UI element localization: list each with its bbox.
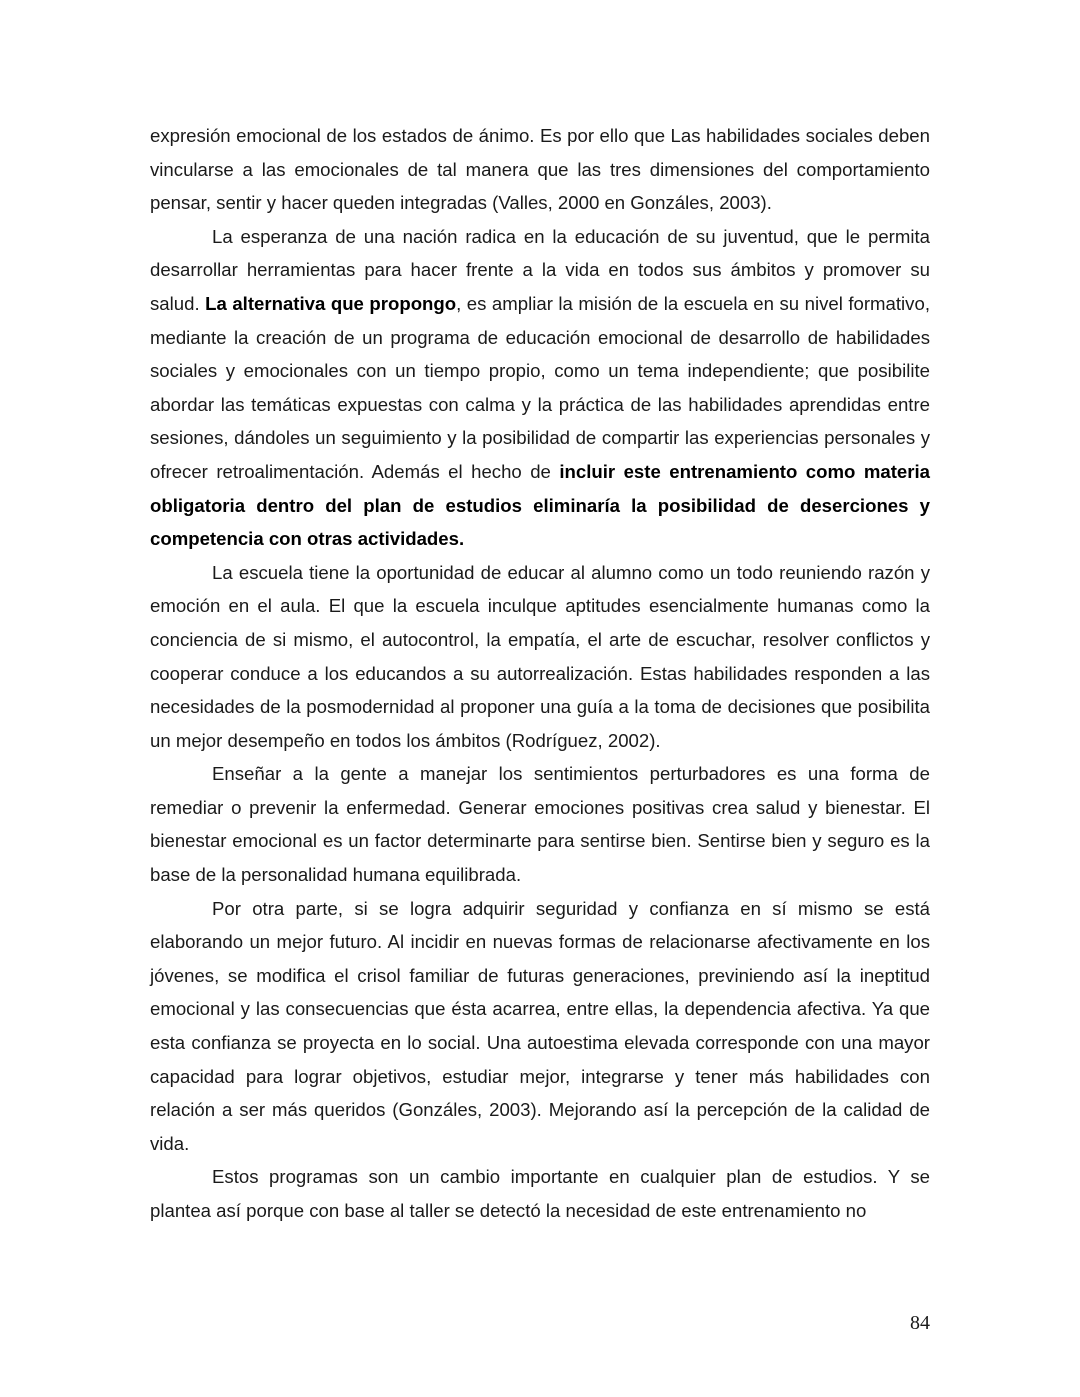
paragraph-feelings: Enseñar a la gente a manejar los sentimientos perturbadores es una forma de remediar o prevenir la enfermedad. Generar emociones positivas crea salud y bienestar. El bienestar emocional es un factor determinarte para sentirse bien. Sentirse bien y seguro es la base de la personalidad humana equilibrada. — [150, 763, 930, 886]
paragraph-programs: Estos programas son un cambio importante en cualquier plan de estudios. Y se plantea así porque con base al taller se detectó la necesidad de este entrenamiento no — [150, 1166, 930, 1221]
page-number: 84 — [910, 1312, 930, 1334]
paragraph-proposal — [150, 220, 930, 556]
bold-phrase: La alternativa que propongo — [205, 292, 457, 314]
paragraph-school: La escuela tiene la oportunidad de educar al alumno como un todo reuniendo razón y emoción en el aula. El que la escuela inculque aptitudes esencialmente humanas como la conciencia de si mismo, el autocontrol, la empatía, el arte de escuchar, resolver conflictos y cooperar conduce a los educandos a su autorrealización. Estas habilidades responden a las necesidades de la posmodernidad al proponer una guía a la toma de decisiones que posibilita un mejor desempeño en todos los ámbitos (Rodríguez, 2002). — [150, 561, 930, 751]
paragraph-text: La esperanza de una nación radica en la educación de su juventud, que le permita desarrollar herramientas para hacer frente a la vida en todos sus ámbitos y promover su salud. — [150, 225, 930, 314]
paragraph-text: , es ampliar la misión de la escuela en su nivel formativo, mediante la creación de un programa de educación emocional de desarrollo de habilidades sociales y emocionales con un tiempo propio, como un tema independiente; que posibilite abordar las temáticas expuestas con calma y la práctica de las habilidades aprendidas entre sesiones, dándoles un seguimiento y la posibilidad de compartir las experiencias personales y ofrecer retroalimentación. Además el hecho de — [150, 292, 930, 482]
paragraph-continuation: expresión emocional de los estados de ánimo. Es por ello que Las habilidades sociales deben vincularse a las emocionales de tal manera que las tres dimensiones del comportamiento pensar, sentir y hacer queden integradas (Valles, 2000 en Gonzáles, 2003). — [150, 125, 930, 214]
paragraph-confidence: Por otra parte, si se logra adquirir seguridad y confianza en sí mismo se está elaborando un mejor futuro. Al incidir en nuevas formas de relacionarse afectivamente en los jóvenes, se modifica el crisol familiar de futuras generaciones, previniendo así la ineptitud emocional y las consecuencias que ésta acarrea, entre ellas, la dependencia afectiva. Ya que esta confianza se proyecta en lo social. Una autoestima elevada corresponde con una mayor capacidad para lograr objetivos, estudiar mejor, integrarse y tener más habilidades con relación a ser más queridos (Gonzáles, 2003). Mejorando así la percepción de la calidad de vida. — [150, 897, 930, 1154]
body-text — [150, 119, 930, 1228]
bold-phrase: incluir este entrenamiento como materia obligatoria dentro del plan de estudios eliminaría la posibilidad de deserciones y competencia con otras actividades. — [150, 460, 930, 550]
